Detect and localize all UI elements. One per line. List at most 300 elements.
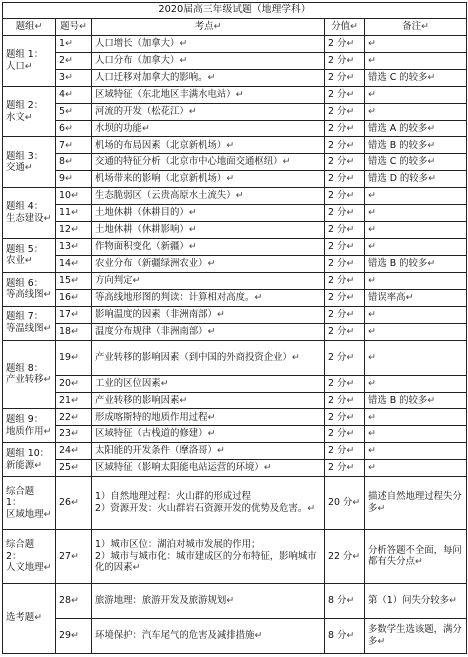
topic-cell: [92, 323, 325, 340]
return-mark: ↵: [64, 122, 73, 134]
topic-cell: [92, 289, 325, 306]
return-mark: ↵: [226, 173, 235, 185]
note-cell: [365, 583, 467, 618]
group-cell: [3, 583, 56, 653]
group-cell: [3, 340, 56, 409]
table-row: [3, 375, 467, 392]
score-cell-text: 2 分: [328, 122, 347, 134]
return-mark: ↵: [368, 462, 376, 474]
return-mark: ↵: [346, 156, 355, 168]
note-cell: [365, 69, 467, 86]
topic-cell-text: 区域特征（东北地区丰满水电站）: [95, 88, 236, 100]
return-mark: ↵: [346, 445, 355, 457]
question-number: [56, 52, 92, 69]
topic-cell: [92, 52, 325, 69]
question-number-text: 14: [59, 257, 71, 269]
score-cell: [325, 460, 365, 477]
topic-cell-text: 交通的特征分析（北京市中心地面交通枢纽）: [95, 156, 283, 168]
topic-cell: [92, 154, 325, 171]
question-number-text: 18: [59, 325, 71, 337]
return-mark: ↵: [427, 156, 436, 168]
group-label: 题组 8： 产业转移: [6, 362, 44, 386]
return-mark: ↵: [64, 139, 73, 151]
return-mark: ↵: [427, 122, 436, 134]
topic-cell: [92, 272, 325, 289]
topic-cell: [92, 35, 325, 52]
return-mark: ↵: [24, 255, 33, 267]
group-label: 题组 4： 生态建设: [6, 201, 44, 225]
question-number-text: 29: [59, 629, 71, 641]
topic-cell: [92, 426, 325, 443]
return-mark: ↵: [43, 374, 52, 386]
note-cell: [365, 272, 467, 289]
score-cell-text: 8 分: [328, 629, 347, 641]
note-cell-text: 错选 B 的较多: [368, 257, 428, 269]
question-number: [56, 86, 92, 103]
return-mark: ↵: [368, 445, 376, 457]
question-number-text: 27: [59, 550, 71, 562]
score-cell-text: 2 分: [328, 445, 347, 457]
return-mark: ↵: [70, 257, 79, 269]
return-mark: ↵: [405, 291, 414, 303]
return-mark: ↵: [70, 428, 79, 440]
return-mark: ↵: [70, 445, 79, 457]
return-mark: ↵: [368, 54, 376, 66]
topic-cell: [92, 477, 325, 530]
score-cell: [325, 120, 365, 137]
return-mark: ↵: [346, 190, 355, 202]
table-row: [3, 477, 467, 530]
question-number: [56, 255, 92, 272]
return-mark: ↵: [70, 594, 79, 606]
score-cell-text: 2 分: [328, 173, 347, 185]
return-mark: ↵: [346, 274, 355, 286]
return-mark: ↵: [346, 173, 355, 185]
group-label: 综合题 1： 区域地理: [6, 485, 44, 521]
topic-cell: [92, 375, 325, 392]
note-cell: [365, 52, 467, 69]
return-mark: ↵: [368, 105, 376, 117]
return-mark: ↵: [346, 224, 355, 236]
question-number: [56, 443, 92, 460]
note-cell: [365, 137, 467, 154]
return-mark: ↵: [179, 38, 188, 49]
return-mark: ↵: [216, 445, 225, 457]
note-cell: [365, 530, 467, 583]
topic-cell: [92, 460, 325, 477]
return-mark: ↵: [346, 594, 355, 606]
note-cell-text: 错选 C 的较多: [368, 156, 428, 168]
question-number-text: 2: [59, 54, 65, 66]
topic-cell-text: 农业分布（新疆绿洲农业）: [95, 257, 208, 269]
score-cell: [325, 35, 365, 52]
note-cell: [365, 409, 467, 426]
group-cell: [3, 86, 56, 137]
table-row: [3, 154, 467, 171]
table-row: [3, 52, 467, 69]
header-num: 题号↵: [56, 19, 92, 36]
return-mark: ↵: [291, 351, 300, 363]
score-cell-text: 8 分: [328, 594, 347, 606]
return-mark: ↵: [377, 503, 386, 515]
score-cell-text: 22 分: [328, 550, 353, 562]
return-mark: ↵: [70, 241, 79, 253]
table-row: [3, 272, 467, 289]
return-mark: ↵: [368, 351, 376, 363]
return-mark: ↵: [43, 562, 52, 574]
group-cell: [3, 35, 56, 86]
return-mark: ↵: [70, 207, 79, 219]
return-mark: ↵: [427, 394, 436, 406]
score-cell: [325, 323, 365, 340]
note-cell: [365, 460, 467, 477]
note-cell: [365, 340, 467, 375]
return-mark: ↵: [346, 291, 355, 303]
note-cell-text: 错误率高: [368, 291, 406, 303]
return-mark: ↵: [43, 213, 52, 225]
score-cell: [325, 69, 365, 86]
group-cell: [3, 306, 56, 340]
score-cell-text: 2 分: [328, 394, 347, 406]
note-cell: [365, 426, 467, 443]
return-mark: ↵: [70, 224, 79, 236]
topic-cell: [92, 137, 325, 154]
topic-cell: [92, 530, 325, 583]
score-cell: [325, 154, 365, 171]
return-mark: ↵: [43, 289, 52, 301]
note-cell: [365, 375, 467, 392]
topic-cell-text: 人口分布（加拿大）: [95, 54, 180, 66]
topic-cell-text: 工业的区位因素: [95, 377, 161, 389]
return-mark: ↵: [346, 377, 355, 389]
return-mark: ↵: [427, 71, 436, 83]
topic-cell-text: 区域特征（影响太阳能电站运营的环境）: [95, 462, 264, 474]
score-cell: [325, 188, 365, 205]
table-row: [3, 35, 467, 52]
topic-cell: [92, 103, 325, 120]
score-cell-text: 2 分: [328, 105, 347, 117]
table-row: [3, 120, 467, 137]
topic-cell-text: 温度分布规律（非洲南部）: [95, 325, 208, 337]
score-cell: [325, 443, 365, 460]
score-cell: [325, 255, 365, 272]
group-label: 题组 2： 水文: [6, 99, 44, 123]
score-cell-text: 2 分: [328, 308, 347, 320]
return-mark: ↵: [188, 241, 197, 253]
table-row: [3, 323, 467, 340]
note-cell: [365, 222, 467, 239]
question-number-text: 5: [59, 105, 65, 117]
topic-cell: [92, 238, 325, 255]
score-cell: [325, 583, 365, 618]
return-mark: ↵: [368, 308, 376, 320]
return-mark: ↵: [346, 308, 355, 320]
table-row: [3, 409, 467, 426]
table-row: [3, 530, 467, 583]
return-mark: ↵: [207, 411, 216, 423]
topic-cell-text: 作物面积变化（新疆）: [95, 241, 189, 253]
question-number: [56, 306, 92, 323]
return-mark: ↵: [64, 71, 73, 83]
score-cell: [325, 618, 365, 653]
return-mark: ↵: [70, 497, 79, 509]
note-cell: [365, 86, 467, 103]
score-cell-text: 2 分: [328, 139, 347, 151]
note-cell: [365, 154, 467, 171]
question-number: [56, 530, 92, 583]
return-mark: ↵: [207, 428, 216, 440]
return-mark: ↵: [346, 88, 355, 100]
topic-cell-text: 人口迁移对加拿大的影响。: [95, 71, 208, 83]
table-row: [3, 340, 467, 375]
table-row: [3, 289, 467, 306]
group-label: 综合题 2： 人文地理: [6, 538, 44, 574]
question-number-text: 11: [59, 207, 71, 219]
return-mark: ↵: [368, 207, 376, 219]
score-cell: [325, 426, 365, 443]
score-cell-text: 2 分: [328, 156, 347, 168]
topic-cell: [92, 618, 325, 653]
return-mark: ↵: [24, 162, 33, 174]
return-mark: ↵: [226, 594, 235, 606]
topic-cell-text: 环境保护：汽车尾气的危害及减排措施: [95, 629, 255, 641]
return-mark: ↵: [346, 351, 355, 363]
score-cell-text: 2 分: [328, 71, 347, 83]
note-cell: [365, 103, 467, 120]
question-number: [56, 323, 92, 340]
table-title: 2020届高三年级试题（地理学科）: [3, 3, 467, 19]
group-cell: [3, 443, 56, 477]
score-cell-text: 2 分: [328, 428, 347, 440]
topic-cell: [92, 443, 325, 460]
return-mark: ↵: [207, 325, 216, 337]
topic-cell: [92, 222, 325, 239]
return-mark: ↵: [307, 503, 316, 515]
return-mark: ↵: [346, 394, 355, 406]
return-mark: ↵: [216, 308, 225, 320]
topic-cell-text: 等高线地形图的判读：计算相对高度。: [95, 291, 255, 303]
question-number-text: 12: [59, 224, 71, 236]
topic-cell: [92, 86, 325, 103]
question-number: [56, 238, 92, 255]
return-mark: ↵: [427, 257, 436, 269]
return-mark: ↵: [368, 38, 376, 49]
return-mark: ↵: [368, 274, 376, 286]
return-mark: ↵: [346, 629, 355, 641]
return-mark: ↵: [207, 71, 216, 83]
group-cell: [3, 188, 56, 239]
return-mark: ↵: [346, 38, 355, 49]
return-mark: ↵: [235, 190, 244, 202]
topic-cell-text: 影响温度的因素（非洲南部）: [95, 308, 217, 320]
question-number: [56, 375, 92, 392]
group-label: 题组 1： 人口: [6, 49, 44, 72]
note-cell-text: 第（1）问失分较多: [368, 594, 449, 606]
note-cell: [365, 238, 467, 255]
return-mark: ↵: [352, 550, 361, 562]
question-number: [56, 188, 92, 205]
return-mark: ↵: [64, 54, 73, 66]
group-label: 题组 10： 新能源: [6, 447, 50, 471]
table-row: [3, 618, 467, 653]
note-cell-text: 错选 B 的较多: [368, 394, 428, 406]
topic-cell-text: 太阳能的开发条件（摩洛哥）: [95, 445, 217, 457]
score-cell-text: 2 分: [328, 462, 347, 474]
question-number-text: 17: [59, 308, 71, 320]
group-label: 题组 7： 等温线图: [6, 311, 44, 335]
return-mark: ↵: [70, 351, 79, 363]
group-cell: [3, 530, 56, 583]
score-cell: [325, 86, 365, 103]
note-cell-text: 分析答题不全面，每问都有失分点: [368, 544, 462, 568]
question-number: [56, 618, 92, 653]
return-mark: ↵: [368, 190, 376, 202]
return-mark: ↵: [64, 156, 73, 168]
topic-cell-text: 方向判定: [95, 274, 133, 286]
group-cell: [3, 409, 56, 443]
return-mark: ↵: [43, 323, 52, 335]
question-number: [56, 205, 92, 222]
title-row: [3, 3, 467, 19]
note-cell: [365, 171, 467, 188]
topic-cell: [92, 255, 325, 272]
return-mark: ↵: [43, 509, 52, 521]
question-number-text: 22: [59, 411, 71, 423]
score-cell-text: 2 分: [328, 411, 347, 423]
question-number: [56, 154, 92, 171]
return-mark: ↵: [427, 139, 436, 151]
group-cell: [3, 477, 56, 530]
group-label: 题组 6： 等高线图: [6, 277, 44, 301]
topic-cell: [92, 583, 325, 618]
question-number-text: 1: [59, 38, 65, 49]
return-mark: ↵: [70, 274, 79, 286]
question-number-text: 28: [59, 594, 71, 606]
question-number: [56, 426, 92, 443]
score-cell: [325, 340, 365, 375]
table-row: [3, 583, 467, 618]
table-row: [3, 443, 467, 460]
note-cell-text: 错选 B 的较多: [368, 139, 428, 151]
note-cell: [365, 306, 467, 323]
note-cell: [365, 188, 467, 205]
note-cell-text: 错选 D 的较多: [368, 173, 429, 185]
header-topic: 考点↵: [92, 19, 325, 36]
question-number-text: 9: [59, 173, 65, 185]
question-number: [56, 69, 92, 86]
return-mark: ↵: [368, 325, 376, 337]
note-cell-text: 错选 A 的较多: [368, 122, 428, 134]
topic-cell: [92, 205, 325, 222]
return-mark: ↵: [282, 156, 291, 168]
return-mark: ↵: [188, 207, 197, 219]
score-cell-text: 2 分: [328, 325, 347, 337]
header-group: 题组↵: [3, 19, 56, 36]
return-mark: ↵: [346, 105, 355, 117]
topic-cell-text: 生态脆弱区（云贵高原水土流失）: [95, 190, 236, 202]
topic-cell: [92, 69, 325, 86]
return-mark: ↵: [70, 550, 79, 562]
topic-cell-text: 产业转移的影响因素: [95, 394, 180, 406]
return-mark: ↵: [64, 105, 73, 117]
return-mark: ↵: [346, 71, 355, 83]
question-number: [56, 103, 92, 120]
return-mark: ↵: [43, 425, 52, 437]
return-mark: ↵: [24, 111, 33, 123]
question-number-text: 26: [59, 497, 71, 509]
topic-cell-text: 水坝的功能: [95, 122, 142, 134]
note-cell: [365, 392, 467, 409]
return-mark: ↵: [346, 54, 355, 66]
note-cell: [365, 443, 467, 460]
topic-cell: [92, 306, 325, 323]
return-mark: ↵: [346, 207, 355, 219]
question-number: [56, 460, 92, 477]
return-mark: ↵: [235, 88, 244, 100]
note-cell-text: 多数学生选该题，满分多: [368, 624, 462, 647]
score-cell-text: 20 分: [328, 497, 353, 509]
group-label: 选考题: [6, 612, 35, 624]
return-mark: ↵: [414, 556, 423, 568]
topic-cell-text: 河流的开发（松花江）: [95, 105, 189, 117]
table-row: [3, 255, 467, 272]
score-cell-text: 2 分: [328, 88, 347, 100]
topic-cell: [92, 409, 325, 426]
return-mark: ↵: [64, 38, 73, 49]
table-row: [3, 188, 467, 205]
question-number-text: 16: [59, 291, 71, 303]
return-mark: ↵: [70, 308, 79, 320]
score-cell-text: 2 分: [328, 224, 347, 236]
score-cell: [325, 171, 365, 188]
topic-cell-text: 机场带来的影响（北京新机场）: [95, 173, 227, 185]
return-mark: ↵: [263, 462, 272, 474]
question-number-text: 13: [59, 241, 71, 253]
question-number: [56, 272, 92, 289]
note-cell: [365, 289, 467, 306]
table-row: [3, 426, 467, 443]
group-cell: [3, 272, 56, 306]
topic-cell: [92, 120, 325, 137]
return-mark: ↵: [70, 325, 79, 337]
question-number-text: 8: [59, 156, 65, 168]
return-mark: ↵: [428, 173, 436, 185]
return-mark: ↵: [188, 224, 197, 236]
note-cell: [365, 205, 467, 222]
question-number-text: 4: [59, 88, 65, 100]
table-row: [3, 306, 467, 323]
note-cell: [365, 618, 467, 653]
header-note: 备注↵: [365, 19, 467, 36]
table-row: [3, 392, 467, 409]
return-mark: ↵: [70, 190, 79, 202]
question-number-text: 24: [59, 445, 71, 457]
return-mark: ↵: [368, 224, 376, 236]
return-mark: ↵: [346, 462, 355, 474]
return-mark: ↵: [34, 612, 42, 624]
question-number-text: 3: [59, 71, 65, 83]
return-mark: ↵: [346, 428, 355, 440]
note-cell: [365, 35, 467, 52]
return-mark: ↵: [70, 629, 79, 641]
return-mark: ↵: [254, 629, 263, 641]
score-cell: [325, 392, 365, 409]
table-row: [3, 460, 467, 477]
topic-cell-text: 区域特征（古栈道的修建）: [95, 428, 208, 440]
return-mark: ↵: [64, 173, 73, 185]
table-row: [3, 103, 467, 120]
header-score: 分值↵: [325, 19, 365, 36]
